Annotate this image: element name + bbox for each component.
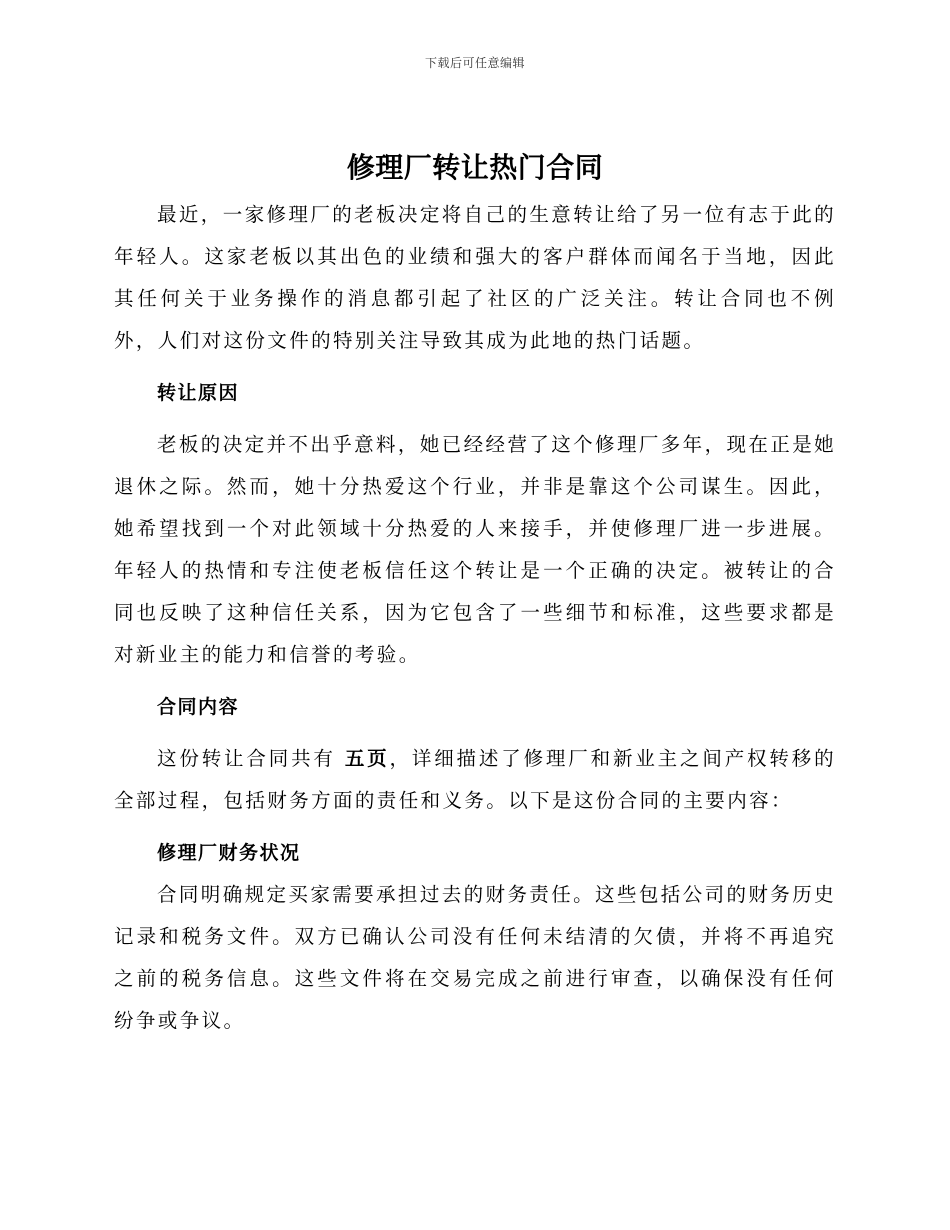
section-heading-transfer-reason: 转让原因 [157, 382, 240, 404]
intro-paragraph: 最近，一家修理厂的老板决定将自己的生意转让给了另一位有志于此的年轻人。这家老板以其出色的业绩和强大的客户群体而闻名于当地，因此其任何关于业务操作的消息都引起了社区的广泛关注。转让合同也不例外，人们对这份文件的特别关注导致其成为此地的热门话题。 [114, 203, 836, 352]
header-note: 下载后可任意编辑 [424, 56, 525, 70]
transfer-reason-paragraph: 老板的决定并不出乎意料，她已经经营了这个修理厂多年，现在正是她退休之际。然而，她十分热爱这个行业，并非是靠这个公司谋生。因此，她希望找到一个对此领域十分热爱的人来接手，并使修理厂进一步进展。年轻人的热情和专注使老板信任这个转让是一个正确的决定。被转让的合同也反映了这种信任关系，因为它包含了一些细节和标准，这些要求都是对新业主的能力和信誉的考验。 [114, 433, 836, 666]
document-title: 修理厂转让热门合同 [346, 151, 604, 184]
contract-content-text-end: ，详细描述了修理厂和新业主之间产权转移的全部过程，包括财务方面的责任和义务。以下是这份合同的主要内容： [114, 747, 836, 812]
section-heading-financial-status: 修理厂财务状况 [157, 842, 301, 864]
section-heading-contract-content: 合同内容 [157, 696, 240, 718]
page-count-emphasis: 五页 [344, 747, 390, 770]
financial-status-paragraph: 合同明确规定买家需要承担过去的财务责任。这些包括公司的财务历史记录和税务文件。双方已确认公司没有任何未结清的欠债，并将不再追究之前的税务信息。这些文件将在交易完成之前进行审查，以确保没有任何纷争或争议。 [114, 883, 836, 1032]
document-body [114, 194, 836, 1042]
contract-content-text-start: 这份转让合同共有 [157, 747, 345, 770]
contract-content-paragraph [114, 738, 836, 822]
